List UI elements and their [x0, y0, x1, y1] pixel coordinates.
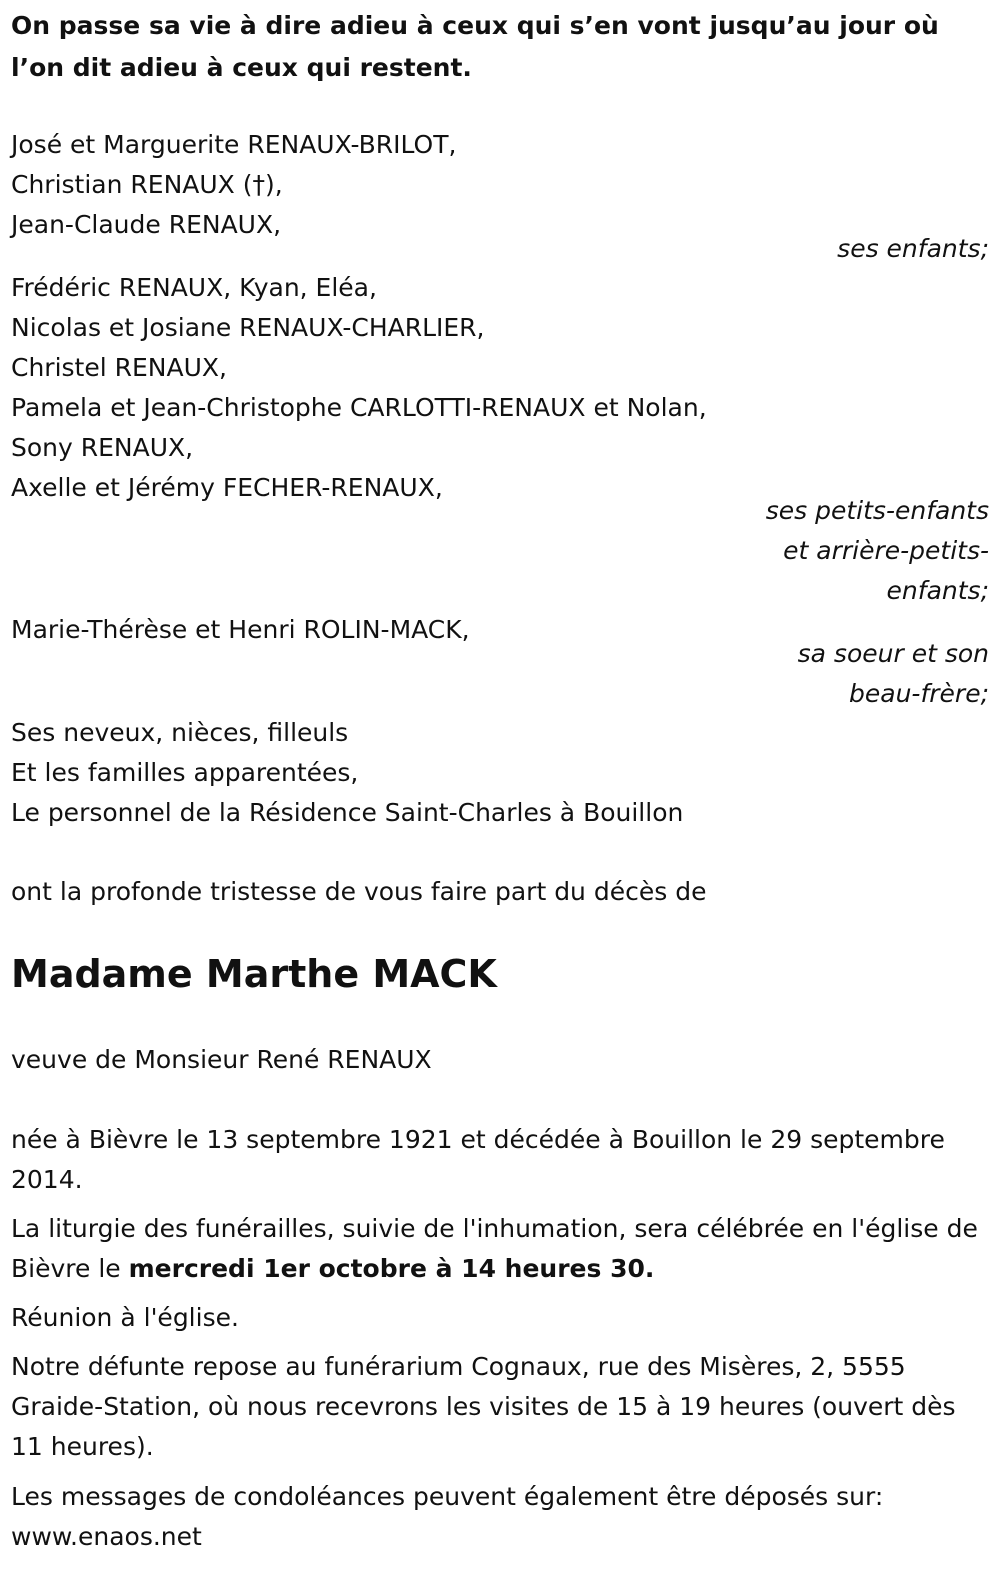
others-list: [11, 713, 971, 833]
family-line: Christian RENAUX (†),: [11, 170, 283, 199]
family-line: Christel RENAUX,: [11, 353, 227, 382]
meeting-paragraph: Réunion à l'église.: [11, 1303, 239, 1332]
funerarium-paragraph: Notre défunte repose au funérarium Cognaux, rue des Misères, 2, 5555 Graide-Station, où nous recevrons les visites de 15 à 19 heures (ouvert dès 11 heures).: [11, 1352, 956, 1461]
announcement: ont la profonde tristesse de vous faire part du décès de: [11, 877, 707, 906]
birth-death-paragraph: née à Bièvre le 13 septembre 1921 et décédée à Bouillon le 29 septembre 2014.: [11, 1125, 945, 1194]
liturgy-date: mercredi 1er octobre à 14 heures 30.: [128, 1254, 655, 1283]
family-line: Frédéric RENAUX, Kyan, Eléa,: [11, 273, 377, 302]
family-line: Marie-Thérèse et Henri ROLIN-MACK,: [11, 615, 470, 644]
family-line: Ses neveux, nièces, filleuls: [11, 718, 349, 747]
grandchildren-relation: [766, 491, 989, 611]
children-relation: [837, 229, 989, 269]
relation-label: beau-frère;: [849, 679, 989, 708]
family-line: Pamela et Jean-Christophe CARLOTTI-RENAUX et Nolan,: [11, 393, 707, 422]
condolences-paragraph: Les messages de condoléances peuvent également être déposés sur: www.enaos.net: [11, 1482, 884, 1551]
grandchildren-list: [11, 268, 971, 508]
family-line: Axelle et Jérémy FECHER-RENAUX,: [11, 473, 443, 502]
family-line: Le personnel de la Résidence Saint-Charles à Bouillon: [11, 798, 684, 827]
opening-quote: On passe sa vie à dire adieu à ceux qui s’en vont jusqu’au jour où l’on dit adieu à ceux qui restent.: [11, 11, 939, 82]
family-line: José et Marguerite RENAUX-BRILOT,: [11, 130, 457, 159]
relation-label: et arrière-petits-: [783, 536, 989, 565]
liturgy-text: La liturgie des funérailles, suivie de l'inhumation, sera célébrée en l'église de Bièvre le: [11, 1214, 978, 1283]
family-line: Et les familles apparentées,: [11, 758, 359, 787]
sister-relation: [798, 634, 989, 714]
family-line: Sony RENAUX,: [11, 433, 194, 462]
relation-label: sa soeur et son: [797, 639, 989, 668]
widow-of: veuve de Monsieur René RENAUX: [11, 1045, 432, 1074]
relation-label: ses petits-enfants: [765, 496, 989, 525]
children-list: [11, 125, 971, 245]
liturgy-paragraph: [11, 1209, 986, 1289]
family-line: Nicolas et Josiane RENAUX-CHARLIER,: [11, 313, 485, 342]
deceased-name: Madame Marthe MACK: [11, 952, 497, 996]
relation-label: enfants;: [886, 576, 989, 605]
relation-label: ses enfants;: [837, 234, 989, 263]
family-line: Jean-Claude RENAUX,: [11, 210, 282, 239]
